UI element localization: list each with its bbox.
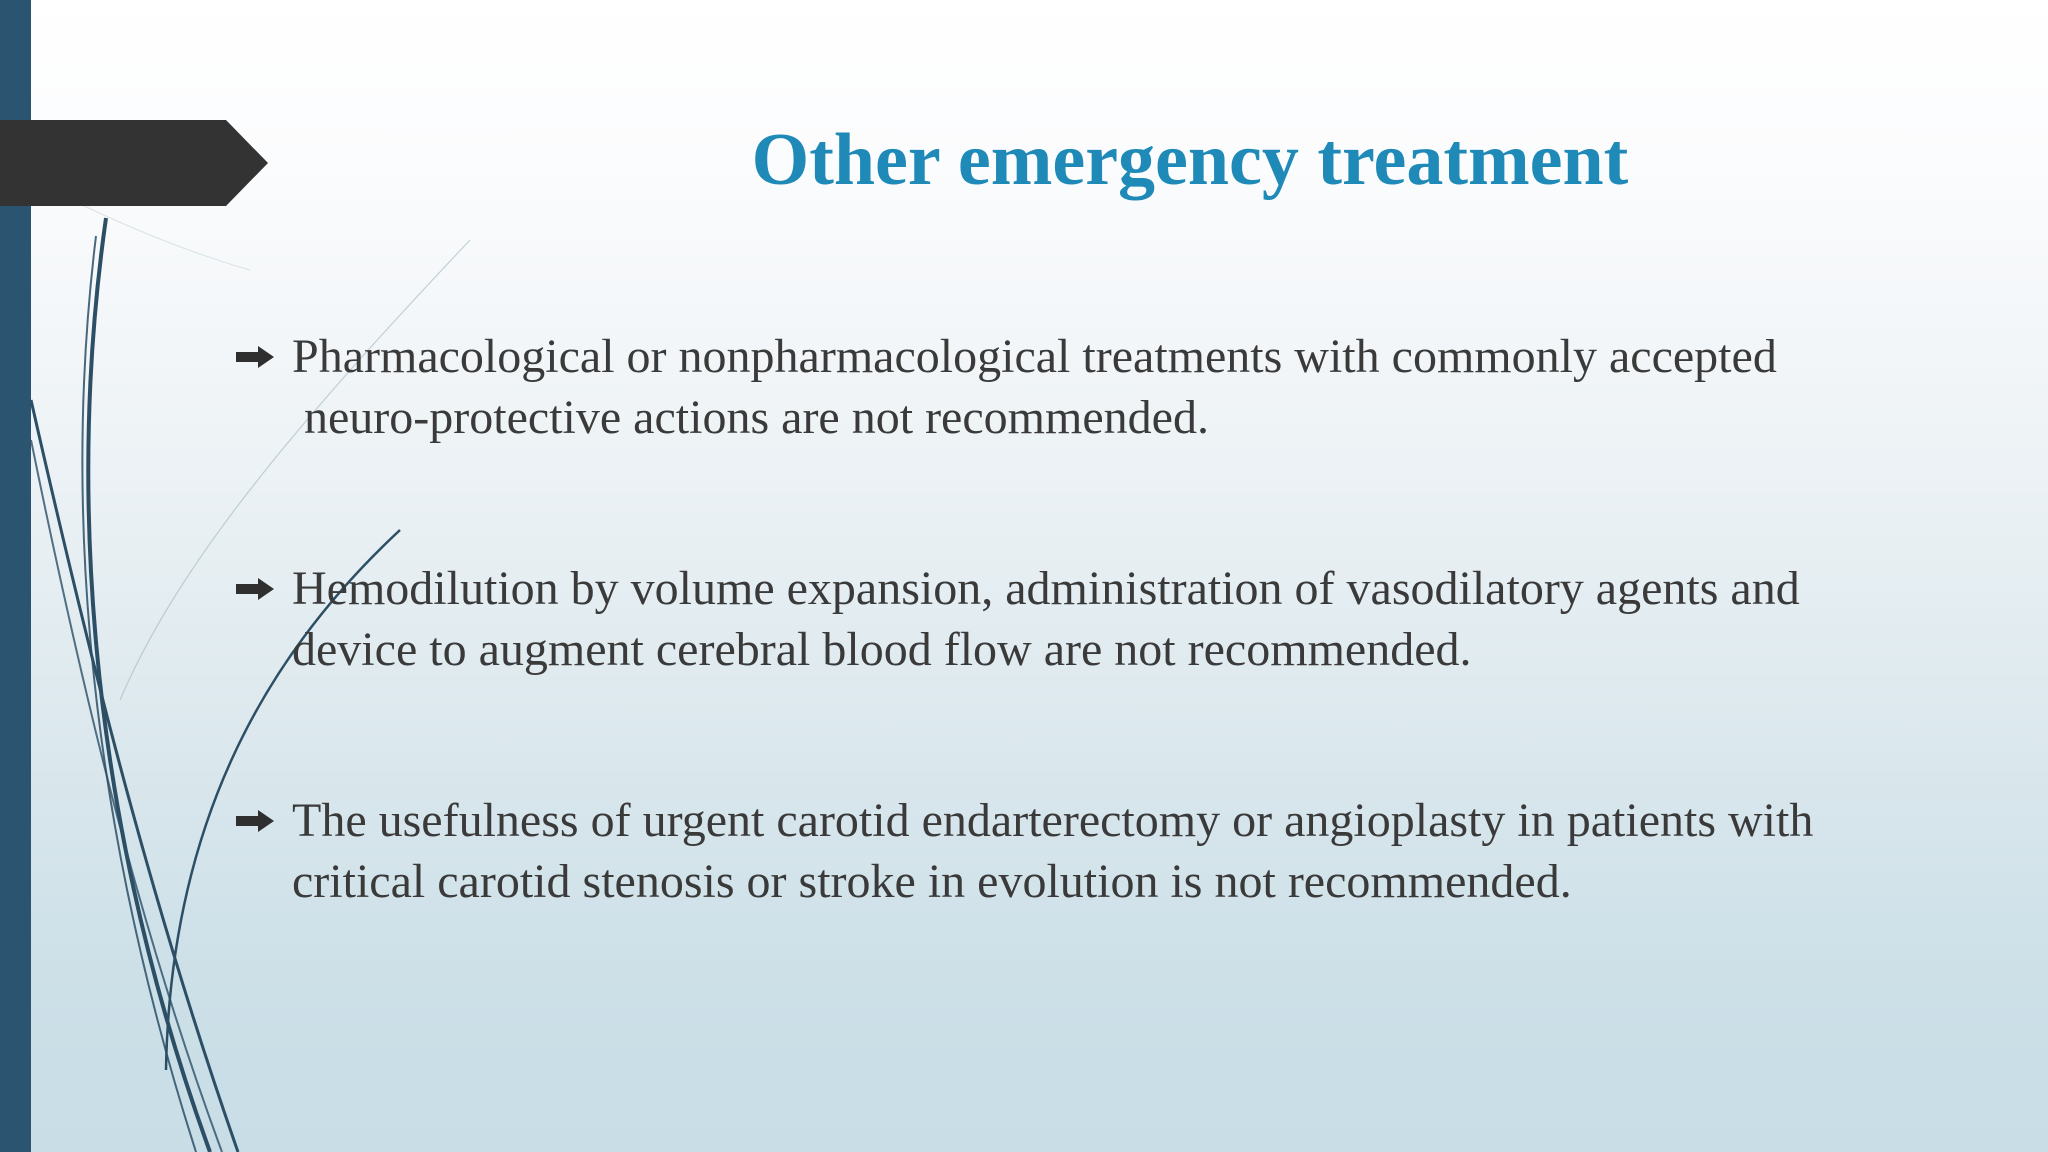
bullet-list	[234, 326, 1934, 1022]
slide-title: Other emergency treatment	[751, 119, 1629, 201]
right-arrow-icon	[236, 346, 274, 368]
bullet-text-line: device to augment cerebral blood flow are not recommended.	[292, 623, 1472, 676]
bullet-text-line: Hemodilution by volume expansion, administration of vasodilatory agents and	[292, 562, 1800, 615]
bullet-text-line: neuro-protective actions are not recommended.	[304, 391, 1209, 444]
bullet-text-line: Pharmacological or nonpharmacological treatments with commonly accepted	[292, 330, 1777, 383]
bullet-text-line: The usefulness of urgent carotid endarterectomy or angioplasty in patients with	[292, 794, 1814, 847]
bullet-text-line: critical carotid stenosis or stroke in evolution is not recommended.	[292, 855, 1572, 908]
right-arrow-icon	[236, 810, 274, 832]
bullet-item-carotid	[234, 790, 1934, 912]
bullet-item-neuroprotection	[234, 326, 1934, 448]
title-tab-arrow	[0, 120, 270, 206]
right-arrow-icon	[236, 578, 274, 600]
bullet-item-hemodilution	[234, 558, 1934, 680]
